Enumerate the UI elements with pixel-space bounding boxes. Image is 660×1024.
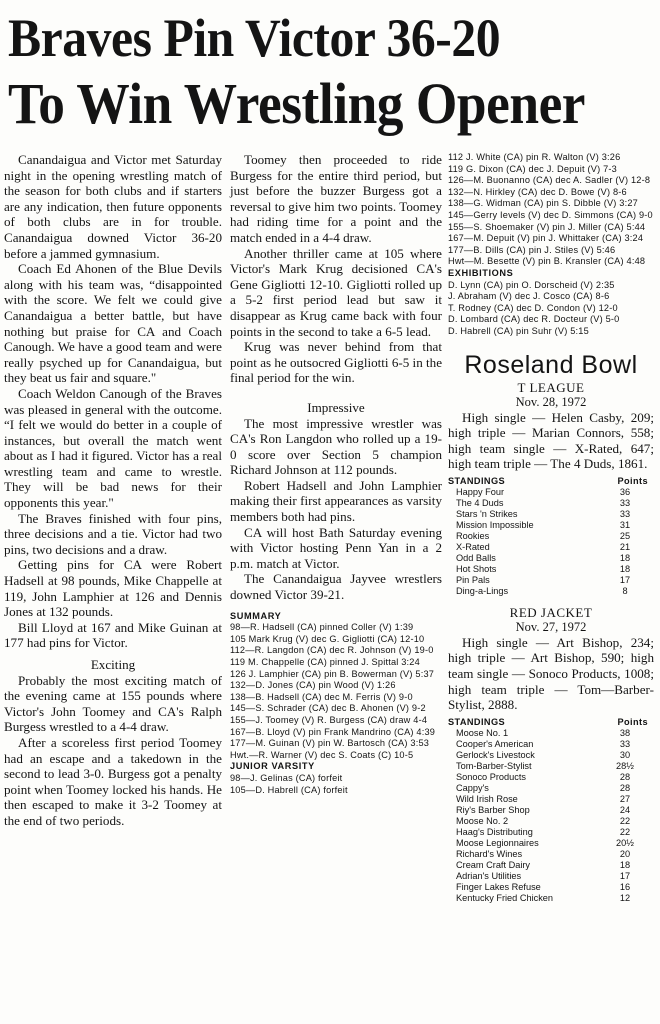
exhibition-line: T. Rodney (CA) dec D. Condon (V) 12-0 (448, 302, 618, 313)
story-paragraph: The Braves finished with four pins, three decisions and a tie. Victor had two pins, two decisions and a draw. (4, 510, 222, 557)
team-name: Rookies (456, 530, 490, 541)
standings-label: STANDINGS (448, 716, 506, 727)
league-name: T LEAGUE (517, 379, 585, 395)
jv-line: 126—M. Buonanno (CA) dec A. Sadler (V) 12-8 (448, 175, 651, 186)
jv-line: 177—B. Dills (CA) pin J. Stiles (V) 5:46 (448, 244, 616, 255)
standings-row (448, 827, 654, 838)
headline-line-2: To Win Wrestling Opener (8, 71, 586, 136)
points-label: Points (617, 475, 648, 486)
standings-row (448, 542, 654, 553)
story-paragraph: Another thriller came at 105 where Victor's Mark Krug decisioned CA's Gene Gigliotti 12-10. Gigliotti rolled up a 5-2 first period lead but saw it disappear as Krug came back with four points in the second to take a 6-5 lead. (230, 245, 442, 339)
team-name: Hot Shots (456, 563, 497, 574)
team-name: Odd Balls (456, 552, 496, 563)
team-points: 33 (619, 508, 631, 519)
team-points: 38 (619, 727, 631, 738)
team-points: 28 (619, 771, 631, 782)
story-paragraph: Toomey then proceeded to ride Burgess for the entire third period, but just before the buzzer Burgess got a reversal to give him two points. Toomey had riding time for a point and the match ended in a 4-4 draw. (230, 152, 442, 245)
team-points: 18 (619, 552, 631, 563)
jv-line: 145—Gerry Ievels (V) dec D. Simmons (CA) 9-0 (448, 209, 653, 220)
standings-row (448, 761, 654, 772)
team-name: Stars 'n Strikes (456, 508, 518, 519)
team-points: 16 (619, 881, 631, 892)
story-paragraph: Coach Weldon Canough of the Braves was pleased in general with the outcome. “I felt we would do better in a couple of instances, but overall the match went about as I had it figured. Victor has a real wrestling team and came to wrestle. They will be bad news for their opponents this year." (4, 385, 222, 511)
standings-row (448, 553, 654, 564)
jv-line: 112 J. White (CA) pin R. Walton (V) 3:26 (448, 152, 621, 162)
jv-line: Hwt—M. Besette (V) pin B. Kransler (CA) 4:48 (448, 256, 646, 267)
standings-row (448, 487, 654, 498)
subhead-exciting: Exciting (90, 657, 136, 672)
team-name: Kentucky Fried Chicken (456, 892, 554, 903)
team-name: Tom-Barber-Stylist (456, 760, 532, 771)
summary-line: 112—R. Langdon (CA) dec R. Johnson (V) 19-0 (230, 645, 434, 656)
story-paragraph: Robert Hadsell and John Lamphier making their first appearances as varsity members both had pins. (230, 477, 442, 525)
team-points: 33 (619, 738, 631, 749)
team-points: 27 (619, 793, 631, 804)
story-column-2 (230, 152, 442, 796)
exhibition-line: D. Lynn (CA) pin O. Dorscheid (V) 2:35 (448, 279, 615, 290)
team-points: 20 (619, 848, 631, 859)
jv-line: 155—S. Shoemaker (V) pin J. Miller (CA) 5:44 (448, 221, 646, 232)
standings-row (448, 509, 654, 520)
team-points: 17 (619, 574, 631, 585)
standings-list (448, 487, 654, 597)
standings-row (448, 783, 654, 794)
standings-row (448, 882, 654, 893)
league-highlights: High single — Art Bishop, 234; high triple — Art Bishop, 590; high team single — Sonoco Products, 1008; high team triple — Tom—Barber-Stylist, 2888. (448, 634, 654, 713)
story-paragraph: Probably the most exciting match of the evening came at 155 pounds where Victor's John Toomey and CA's Ralph Burgess wrestled to a 4-4 draw. (4, 672, 222, 735)
summary-line: 126 J. Lamphier (CA) pin B. Bowerman (V) 5:37 (230, 668, 435, 679)
team-name: Moose Legionnaires (456, 837, 539, 848)
team-points: 31 (619, 519, 631, 530)
team-name: Cream Craft Dairy (456, 859, 531, 870)
team-name: Finger Lakes Refuse (456, 881, 541, 892)
standings-row (448, 838, 654, 849)
team-points: 8 (622, 585, 628, 596)
story-paragraph: After a scoreless first period Toomey had an escape and a takedown in the second to lead 3-0. Burgess got a penalty point when Toomey locked his hands. He then escaped to make it 3-2 Toomey at the end of two periods. (4, 734, 222, 828)
team-name: Sonoco Products (456, 771, 526, 782)
story-paragraph: Bill Lloyd at 167 and Mike Guinan at 177 had pins for Victor. (4, 619, 222, 651)
summary-line: 132—D. Jones (CA) pin Wood (V) 1:26 (230, 680, 396, 691)
team-points: 17 (619, 870, 631, 881)
summary-line: 119 M. Chappelle (CA) pinned J. Spittal 3:24 (230, 657, 420, 667)
team-name: Adrian's Utilities (456, 870, 522, 881)
team-name: Gerlock's Livestock (456, 749, 535, 760)
team-points: 18 (619, 563, 631, 574)
league-date: Nov. 27, 1972 (515, 619, 587, 634)
standings-row (448, 564, 654, 575)
team-name: X-Rated (456, 541, 490, 552)
team-points: 28 (619, 782, 631, 793)
team-name: Cappy's (456, 782, 489, 793)
standings-row (448, 893, 654, 904)
league-red-jacket (448, 605, 654, 904)
team-points: 22 (619, 826, 631, 837)
story-paragraph: Getting pins for CA were Robert Hadsell at 98 pounds, Mike Chappelle at 119, John Lamphier at 126 and Dennis Jones at 132 pounds. (4, 557, 222, 620)
team-points: 33 (619, 497, 631, 508)
team-points: 20½ (616, 837, 634, 848)
standings-row (448, 531, 654, 542)
standings-header (448, 476, 654, 487)
exhibition-line: J. Abraham (V) dec J. Cosco (CA) 8-6 (448, 291, 610, 302)
standings-row (448, 772, 654, 783)
team-points: 24 (619, 804, 631, 815)
standings-row (448, 805, 654, 816)
standings-row (448, 794, 654, 805)
story-paragraph: Canandaigua and Victor met Saturday night in the opening wrestling match of the season for both clubs and if starters are any indication, then future opponents of both clubs are in for trouble. Canandaigua downed Victor 36-20 before a jammed gymnasium. (4, 152, 222, 261)
team-name: Moose No. 2 (456, 815, 509, 826)
story-paragraph: Coach Ed Ahonen of the Blue Devils along with his team was, “disappointed with the score. We felt we could give Canandaigua a better battle, but have nothing but praise for CA and Coach Canough. We have a good team and were really psyched up for Canandaigua, but they beat us fair and square." (4, 261, 222, 386)
subhead-impressive: Impressive (307, 399, 365, 415)
team-points: 28½ (616, 760, 634, 771)
summary-line: 177—M. Guinan (V) pin W. Bartosch (CA) 3:53 (230, 738, 430, 749)
standings-row (448, 520, 654, 531)
jv-line: 167—M. Depuit (V) pin J. Whittaker (CA) 3:24 (448, 233, 644, 244)
league-highlights: High single — Helen Casby, 209; high triple — Marian Connors, 558; high team single — X-Rated, 647; high team triple — The 4 Duds, 1861. (448, 409, 654, 472)
story-paragraph: The Canandaigua Jayvee wrestlers downed Victor 39-21. (230, 571, 442, 603)
team-points: 21 (619, 541, 631, 552)
story-paragraph: CA will host Bath Saturday evening with Victor hosting Penn Yan in a 2 p.m. match at Victor. (230, 524, 442, 571)
jv-title: JUNIOR VARSITY (230, 761, 315, 772)
summary-title: SUMMARY (230, 610, 282, 621)
exhibition-line: D. Habrell (CA) pin Suhr (V) 5:15 (448, 325, 589, 336)
summary-line: 145—S. Schrader (CA) dec B. Ahonen (V) 9-2 (230, 703, 426, 714)
team-name: Wild Irish Rose (456, 793, 518, 804)
story-column-3 (448, 152, 654, 904)
team-name: Happy Four (456, 486, 505, 497)
story-paragraph: The most impressive wrestler was CA's Ron Langdon who rolled up a 19-0 score over Section 5 champion Richard Johnson at 112 pounds. (230, 415, 442, 478)
jv-line: 138—G. Widman (CA) pin S. Dibble (V) 3:27 (448, 198, 638, 209)
standings-row (448, 849, 654, 860)
story-paragraph: Krug was never behind from that point as he outsocred Gigliotti 6-5 in the final period for the win. (230, 339, 443, 386)
jv-line: 119 G. Dixon (CA) dec J. Depuit (V) 7-3 (448, 163, 617, 174)
jv-line: 132—N. Hirkley (CA) dec D. Bowe (V) 8-6 (448, 186, 627, 197)
team-points: 25 (619, 530, 631, 541)
jv-line: 98—J. Gelinas (CA) forfeit (230, 772, 343, 783)
jv-line: 105—D. Habrell (CA) forfeit (230, 784, 348, 795)
summary-line: 105 Mark Krug (V) dec G. Gigliotti (CA) 12-10 (230, 633, 425, 644)
summary-line: 167—B. Lloyd (V) pin Frank Mandrino (CA) 4:39 (230, 726, 436, 737)
standings-row (448, 750, 654, 761)
team-name: Pin Pals (456, 574, 490, 585)
standings-row (448, 871, 654, 882)
team-name: The 4 Duds (456, 497, 504, 508)
bowling-title: Roseland Bowl (464, 350, 638, 379)
standings-row (448, 586, 654, 597)
team-name: Riy's Barber Shop (456, 804, 530, 815)
team-name: Cooper's American (456, 738, 534, 749)
team-name: Haag's Distributing (456, 826, 533, 837)
standings-row (448, 816, 654, 827)
exhibitions-title: EXHIBITIONS (448, 267, 514, 278)
standings-row (448, 728, 654, 739)
standings-row (448, 860, 654, 871)
story-column-1 (4, 152, 222, 829)
standings-row (448, 498, 654, 509)
standings-list (448, 728, 654, 904)
exhibition-line: D. Lombard (CA) dec R. Docteur (V) 5-0 (448, 314, 620, 325)
team-points: 22 (619, 815, 631, 826)
team-name: Mission Impossible (456, 519, 534, 530)
league-date: Nov. 28, 1972 (515, 394, 587, 409)
headline-line-1: Braves Pin Victor 36-20 (8, 8, 501, 68)
team-points: 30 (619, 749, 631, 760)
standings-row (448, 575, 654, 586)
standings-row (448, 739, 654, 750)
standings-header (448, 717, 654, 728)
team-points: 12 (619, 892, 631, 903)
standings-label: STANDINGS (448, 475, 506, 486)
team-points: 18 (619, 859, 631, 870)
summary-line: Hwt.—R. Warner (V) dec S. Coats (C) 10-5 (230, 749, 414, 760)
points-label: Points (617, 716, 648, 727)
team-points: 36 (619, 486, 631, 497)
summary-line: 98—R. Hadsell (CA) pinned Coller (V) 1:39 (230, 622, 414, 633)
league-name: RED JACKET (509, 604, 593, 620)
team-name: Moose No. 1 (456, 727, 509, 738)
team-name: Richard's Wines (456, 848, 523, 859)
team-name: Ding-a-Lings (456, 585, 509, 596)
summary-line: 155—J. Toomey (V) R. Burgess (CA) draw 4-4 (230, 714, 428, 725)
summary-line: 138—B. Hadsell (CA) dec M. Ferris (V) 9-0 (230, 691, 413, 702)
league-t (448, 380, 654, 597)
